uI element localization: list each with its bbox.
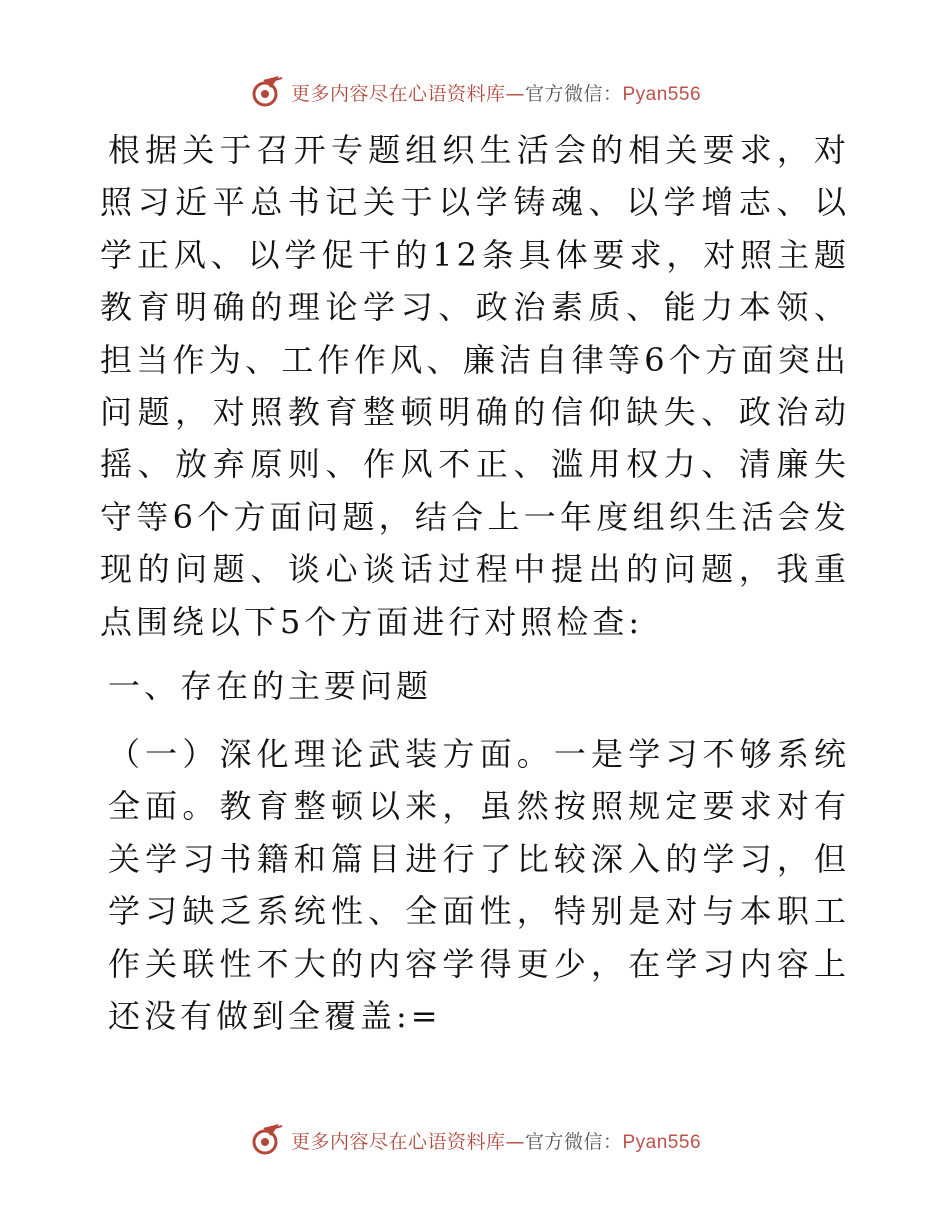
document-body [100,124,850,1043]
intro-paragraph: 根据关于召开专题组织生活会的相关要求，对照习近平总书记关于以学铸魂、以学增志、以学正风、以学促干的12条具体要求，对照主题教育明确的理论学习、政治素质、能力本领、担当作为、工作作风、廉洁自律等6个方面突出问题，对照教育整顿明确的信仰缺失、政治动摇、放弃原则、作风不正、滥用权力、清廉失守等6个方面问题，结合上一年度组织生活会发现的问题、谈心谈话过程中提出的问题，我重点围绕以下5个方面进行对照检查: [100,131,850,641]
watermark-header [0,72,950,112]
section-heading: 一、存在的主要问题 [108,667,433,706]
red-pen-logo-icon [249,74,285,110]
watermark-text [291,1127,701,1154]
watermark-prefix: 更多内容尽在心语资料库 [290,1130,506,1153]
watermark-handle: Pyan556 [622,1131,702,1153]
red-pen-logo-icon [249,1122,285,1158]
watermark-dash: — [505,82,525,105]
section-paragraph: （一）深化理论武装方面。一是学习不够系统全面。教育整顿以来，虽然按照规定要求对有关学习书籍和篇目进行了比较深入的学习，但学习缺乏系统性、全面性，特别是对与本职工作关联性不大的内容学得更少，在学习内容上还没有做到全覆盖:= [108,735,850,1036]
watermark-handle: Pyan556 [622,83,702,105]
watermark-footer [0,1120,950,1160]
watermark-wechat-label: 官方微信： [524,82,623,105]
watermark-dash: — [505,1130,525,1153]
watermark-wechat-label: 官方微信： [524,1130,623,1153]
watermark-prefix: 更多内容尽在心语资料库 [290,82,506,105]
watermark-text [291,79,701,106]
